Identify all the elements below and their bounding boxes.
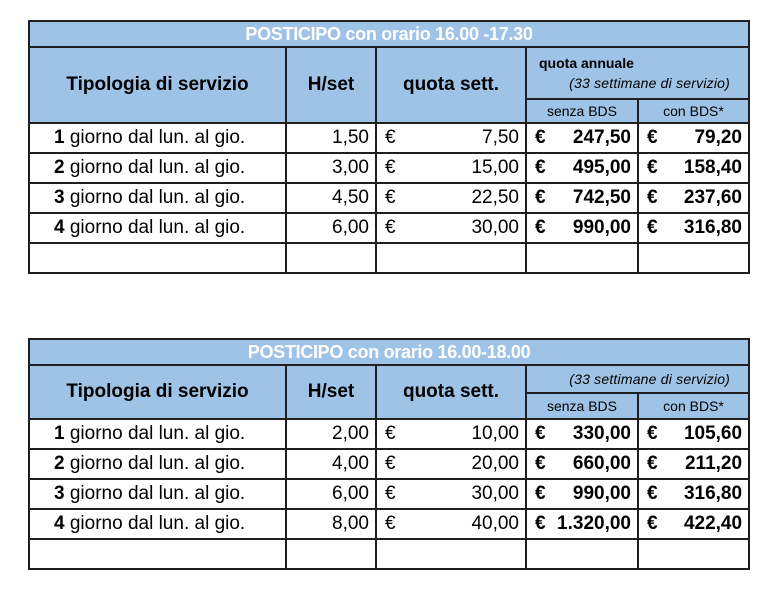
cell-tipologia: 1 giorno dal lun. al gio.	[29, 419, 286, 449]
cell-senza-bds: € 495,00	[526, 153, 638, 183]
cell-tipologia: 2 giorno dal lun. al gio.	[29, 449, 286, 479]
cell-hset: 2,00	[286, 419, 376, 449]
cell-con-bds: € 316,80	[638, 479, 749, 509]
table-title: POSTICIPO con orario 16.00-18.00	[29, 339, 749, 365]
cell-senza-bds: € 990,00	[526, 479, 638, 509]
cell-con-bds: € 422,40	[638, 509, 749, 539]
cell-tipologia: 4 giorno dal lun. al gio.	[29, 213, 286, 243]
table-row	[29, 183, 749, 213]
cell-con-bds: € 158,40	[638, 153, 749, 183]
cell-tipologia: 4 giorno dal lun. al gio.	[29, 509, 286, 539]
header-hset: H/set	[286, 47, 376, 123]
cell-senza-bds: € 660,00	[526, 449, 638, 479]
cell-senza-bds: € 1.320,00	[526, 509, 638, 539]
header-quota-annuale-label: quota annuale	[539, 55, 634, 71]
cell-hset: 8,00	[286, 509, 376, 539]
cell-hset: 6,00	[286, 479, 376, 509]
cell-tipologia: 1 giorno dal lun. al gio.	[29, 123, 286, 153]
header-tipologia: Tipologia di servizio	[29, 365, 286, 419]
header-quota-sett: quota sett.	[376, 365, 526, 419]
cell-hset: 4,50	[286, 183, 376, 213]
cell-quota-sett: € 7,50	[376, 123, 526, 153]
table-row	[29, 213, 749, 243]
cell-con-bds: € 211,20	[638, 449, 749, 479]
cell-tipologia: 3 giorno dal lun. al gio.	[29, 479, 286, 509]
empty-row	[29, 539, 749, 569]
cell-senza-bds: € 990,00	[526, 213, 638, 243]
cell-con-bds: € 316,80	[638, 213, 749, 243]
header-con-bds: con BDS*	[638, 99, 749, 123]
cell-senza-bds: € 742,50	[526, 183, 638, 213]
cell-quota-sett: € 30,00	[376, 479, 526, 509]
table-row	[29, 153, 749, 183]
table-row	[29, 419, 749, 449]
cell-quota-sett: € 15,00	[376, 153, 526, 183]
cell-hset: 6,00	[286, 213, 376, 243]
cell-tipologia: 2 giorno dal lun. al gio.	[29, 153, 286, 183]
cell-tipologia: 3 giorno dal lun. al gio.	[29, 183, 286, 213]
header-hset: H/set	[286, 365, 376, 419]
cell-quota-sett: € 30,00	[376, 213, 526, 243]
cell-con-bds: € 105,60	[638, 419, 749, 449]
cell-con-bds: € 79,20	[638, 123, 749, 153]
empty-row	[29, 243, 749, 273]
cell-senza-bds: € 247,50	[526, 123, 638, 153]
table-row	[29, 509, 749, 539]
cell-hset: 4,00	[286, 449, 376, 479]
cell-quota-sett: € 22,50	[376, 183, 526, 213]
table-title: POSTICIPO con orario 16.00 -17.30	[29, 21, 749, 47]
header-quota-annuale	[526, 47, 749, 99]
cell-quota-sett: € 10,00	[376, 419, 526, 449]
header-senza-bds: senza BDS	[526, 99, 638, 123]
cell-con-bds: € 237,60	[638, 183, 749, 213]
cell-quota-sett: € 20,00	[376, 449, 526, 479]
table-row	[29, 123, 749, 153]
header-note: (33 settimane di servizio)	[526, 365, 749, 393]
header-con-bds: con BDS*	[638, 393, 749, 419]
table-posticipo-1730	[28, 20, 748, 274]
table-row	[29, 449, 749, 479]
cell-hset: 3,00	[286, 153, 376, 183]
table-row	[29, 479, 749, 509]
cell-senza-bds: € 330,00	[526, 419, 638, 449]
cell-hset: 1,50	[286, 123, 376, 153]
header-note: (33 settimane di servizio)	[569, 75, 730, 91]
cell-quota-sett: € 40,00	[376, 509, 526, 539]
header-senza-bds: senza BDS	[526, 393, 638, 419]
table-posticipo-1800	[28, 338, 748, 570]
header-tipologia: Tipologia di servizio	[29, 47, 286, 123]
header-quota-sett: quota sett.	[376, 47, 526, 123]
